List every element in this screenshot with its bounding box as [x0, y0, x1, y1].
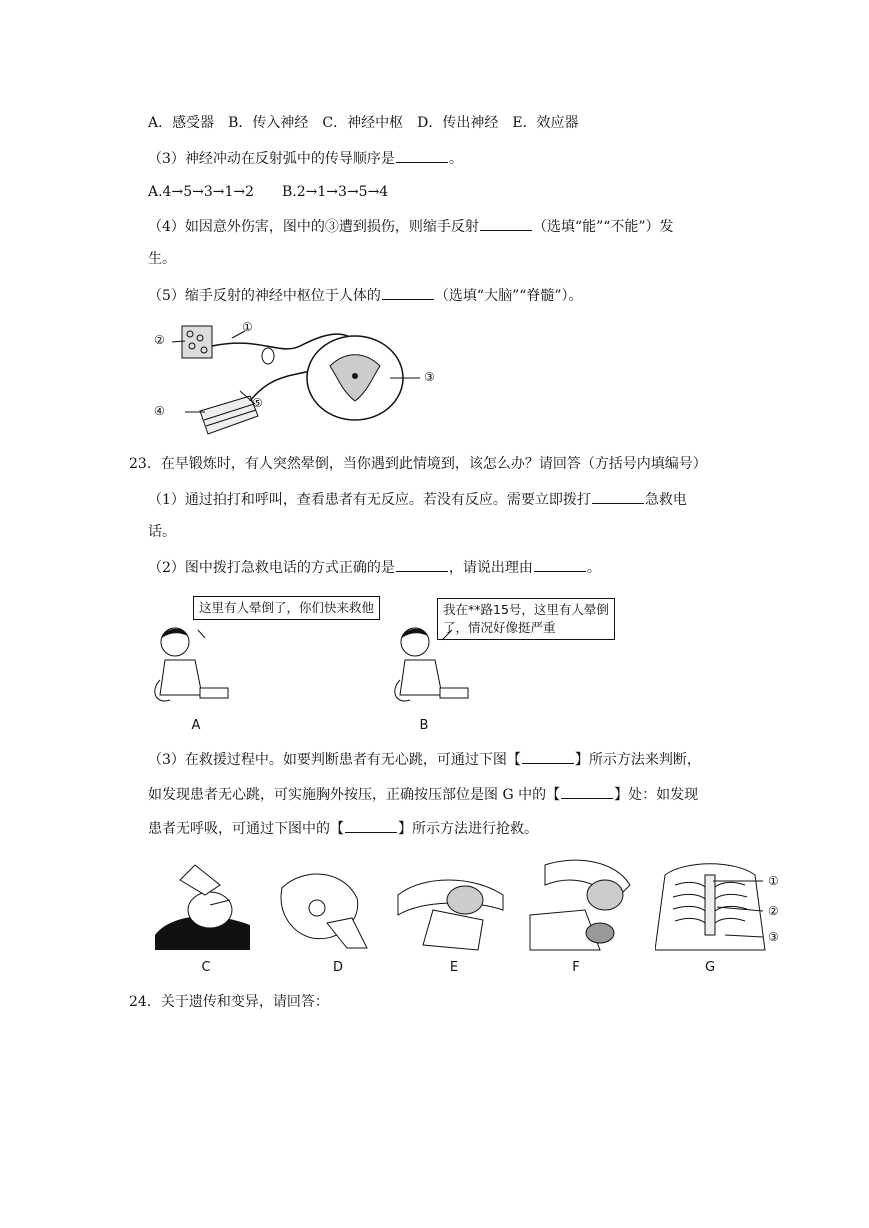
label-2: ② [154, 333, 165, 347]
q22-sub3-end: 。 [448, 151, 463, 167]
caller-figure-b [390, 620, 480, 715]
q22-sub5-blank[interactable] [382, 285, 434, 300]
q23-sub3-line2 [148, 784, 698, 804]
q23-sub1 [148, 489, 687, 509]
q23-sub3-line3 [148, 818, 538, 838]
q22-options-line: A．感受器 B．传入神经 C．神经中枢 D．传出神经 E．效应器 [148, 115, 579, 131]
q22-sub3 [148, 148, 463, 168]
label-4: ④ [154, 404, 165, 418]
q23-sub2 [148, 557, 601, 577]
caption-f: F [572, 960, 580, 975]
first-aid-d-image [272, 858, 382, 953]
q23-sub3-line3-a: 患者无呼吸，可通过下图中的【 [148, 821, 344, 837]
q23-sub2-text-a: （2）图中拨打急救电话的方式正确的是 [148, 560, 395, 576]
first-aid-g-ribcage [655, 855, 775, 955]
q23-sub3-line2-b: 】处：如发现 [614, 787, 699, 803]
q23-sub1-blank[interactable] [592, 489, 644, 504]
first-aid-f-image [525, 855, 640, 955]
q22-sub5-text-b: （选填“大脑”“脊髓”）。 [434, 288, 583, 304]
q22-sub4-blank[interactable] [480, 216, 532, 231]
q22-sub4-text-b: （选填“能”“不能”）发 [532, 219, 674, 235]
g-label-2: ② [768, 904, 779, 918]
q23-sub1-cont: 话。 [148, 524, 176, 540]
q23-sub1-text-b: 急救电 [644, 492, 687, 508]
q22-sub5 [148, 285, 583, 305]
caller-figure-a [150, 620, 240, 715]
first-aid-c-image [150, 855, 260, 955]
q23-sub2-text-b: ，请说出理由 [448, 560, 533, 576]
bubble-b-line2: 了，情况好像挺严重 [443, 620, 556, 635]
speech-bubble-a: 这里有人晕倒了，你们快来救他 [193, 596, 380, 620]
caption-g: G [704, 960, 716, 975]
q23-sub3-line1-a: （3）在救援过程中。如要判断患者有无心跳，可通过下图【 [148, 752, 521, 768]
q23-sub1-text-a: （1）通过拍打和呼叫，查看患者有无反应。若没有反应。需要立即拨打 [148, 492, 591, 508]
caption-a: A [191, 718, 201, 733]
q23-sub3-blank-1[interactable] [522, 749, 574, 764]
q22-sub3-blank[interactable] [396, 148, 448, 163]
q24-stem: 24．关于遗传和变异，请回答： [129, 994, 329, 1010]
caption-c: C [201, 960, 211, 975]
q23-sub3-line2-a: 如发现患者无心跳，可实施胸外按压，正确按压部位是图 G 中的【 [148, 787, 561, 803]
q23-stem: 23．在早锻炼时，有人突然晕倒，当你遇到此情境到，该怎么办？请回答（方括号内填编号） [129, 456, 707, 472]
bubble-b-line1: 我在**路15号，这里有人晕倒 [443, 602, 609, 617]
ganglion [262, 348, 274, 364]
first-aid-e-image [393, 860, 513, 955]
effector-muscle [200, 396, 258, 434]
g-label-1: ① [768, 874, 779, 888]
spinal-cord [307, 336, 403, 420]
q23-sub3-blank-3[interactable] [345, 818, 397, 833]
label-5: ⑤ [252, 396, 263, 410]
q23-sub2-blank-2[interactable] [534, 557, 586, 572]
q23-sub2-blank-1[interactable] [396, 557, 448, 572]
q23-sub3-blank-2[interactable] [561, 784, 613, 799]
q23-sub2-text-c: 。 [586, 560, 601, 576]
q22-sub4-text-a: （4）如因意外伤害，图中的③遭到损伤，则缩手反射 [148, 219, 479, 235]
q23-sub3-line3-b: 】所示方法进行抢救。 [398, 821, 538, 837]
reflex-arc-figure [150, 316, 450, 446]
label-1: ① [242, 320, 253, 334]
receptor-skin [182, 326, 212, 358]
q22-sub5-text-a: （5）缩手反射的神经中枢位于人体的 [148, 288, 381, 304]
q22-sub4 [148, 216, 674, 236]
caption-e: E [449, 960, 459, 975]
q23-sub3-line1-b: 】所示方法来判断， [574, 752, 701, 768]
caption-d: D [332, 960, 343, 975]
label-3: ③ [424, 370, 435, 384]
q22-sub4-cont: 生。 [148, 251, 176, 267]
q22-sub3-options: A.4→5→3→1→2 B.2→1→3→5→4 [148, 184, 389, 200]
q23-sub3-line1 [148, 749, 701, 769]
q22-sub3-text: （3）神经冲动在反射弧中的传导顺序是 [148, 151, 395, 167]
g-label-3: ③ [768, 930, 779, 944]
caption-b: B [419, 718, 429, 733]
